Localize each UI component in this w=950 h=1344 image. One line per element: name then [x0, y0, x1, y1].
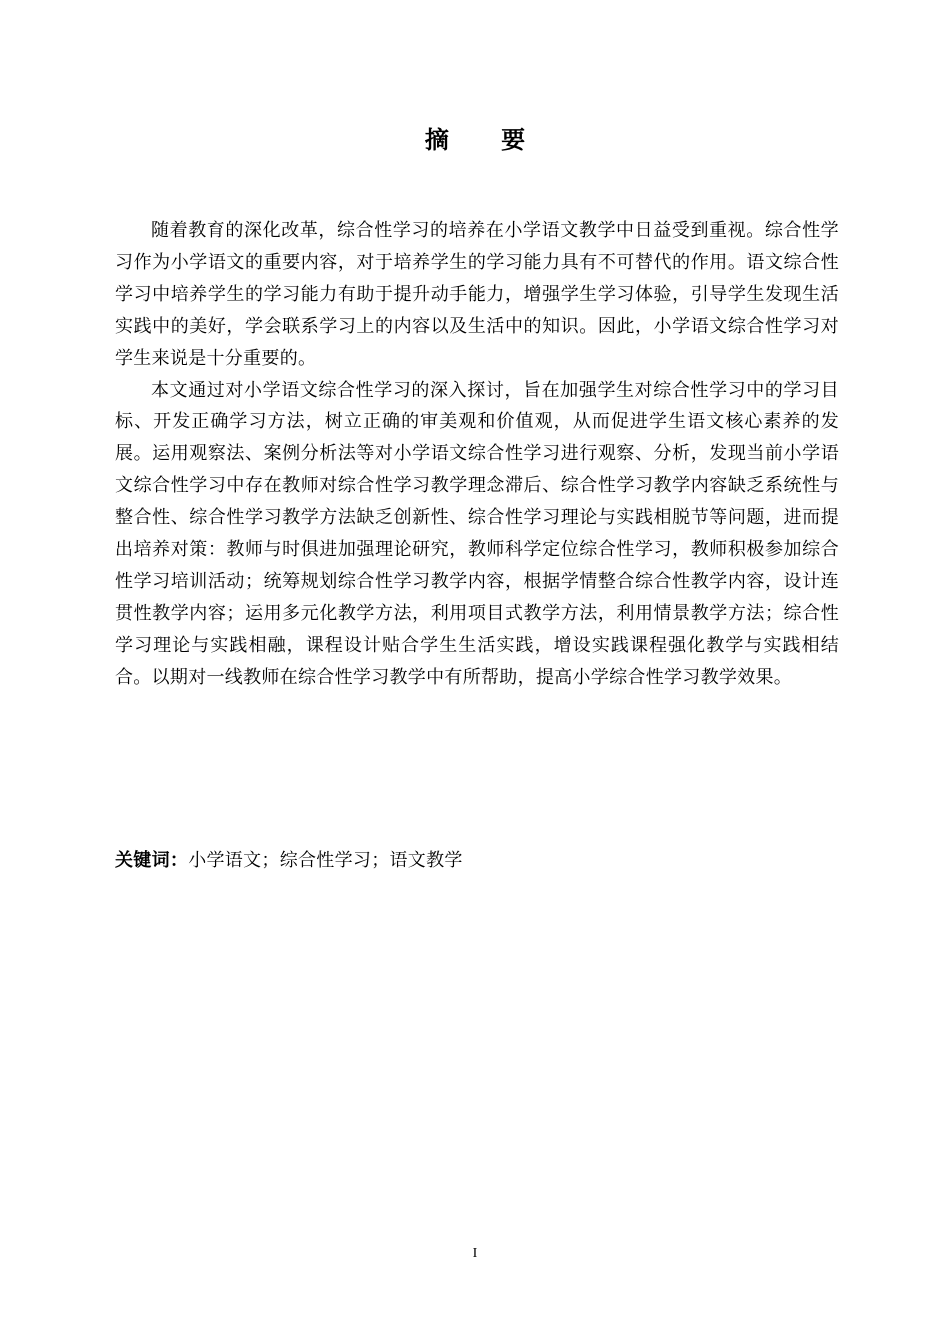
abstract-paragraph-2: 本文通过对小学语文综合性学习的深入探讨，旨在加强学生对综合性学习中的学习目标、开发正确学习方法，树立正确的审美观和价值观，从而促进学生语文核心素养的发展。运用观察法、案例分析法等对小学语文综合性学习进行观察、分析，发现当前小学语文综合性学习中存在教师对综合性学习教学理念滞后、综合性学习教学内容缺乏系统性与整合性、综合性学习教学方法缺乏创新性、综合性学习理论与实践相脱节等问题，进而提出培养对策：教师与时俱进加强理论研究，教师科学定位综合性学习，教师积极参加综合性学习培训活动；统筹规划综合性学习教学内容，根据学情整合综合性教学内容，设计连贯性教学内容；运用多元化教学方法，利用项目式教学方法，利用情景教学方法；综合性学习理论与实践相融，课程设计贴合学生生活实践，增设实践课程强化教学与实践相结合。以期对一线教师在综合性学习教学中有所帮助，提高小学综合性学习教学效果。	[115, 379, 839, 688]
page-number: I	[472, 1246, 478, 1261]
keywords-value: 小学语文；综合性学习；语文教学	[188, 850, 463, 871]
abstract-body	[115, 215, 839, 694]
page-title: 摘 要	[424, 126, 548, 154]
keywords-label: 关键词：	[115, 850, 189, 871]
keywords-line	[115, 845, 839, 877]
abstract-paragraph-1: 随着教育的深化改革，综合性学习的培养在小学语文教学中日益受到重视。综合性学习作为小学语文的重要内容，对于培养学生的学习能力具有不可替代的作用。语文综合性学习中培养学生的学习能力有助于提升动手能力，增强学生学习体验，引导学生发现生活实践中的美好，学会联系学习上的内容以及生活中的知识。因此，小学语文综合性学习对学生来说是十分重要的。	[115, 220, 839, 369]
